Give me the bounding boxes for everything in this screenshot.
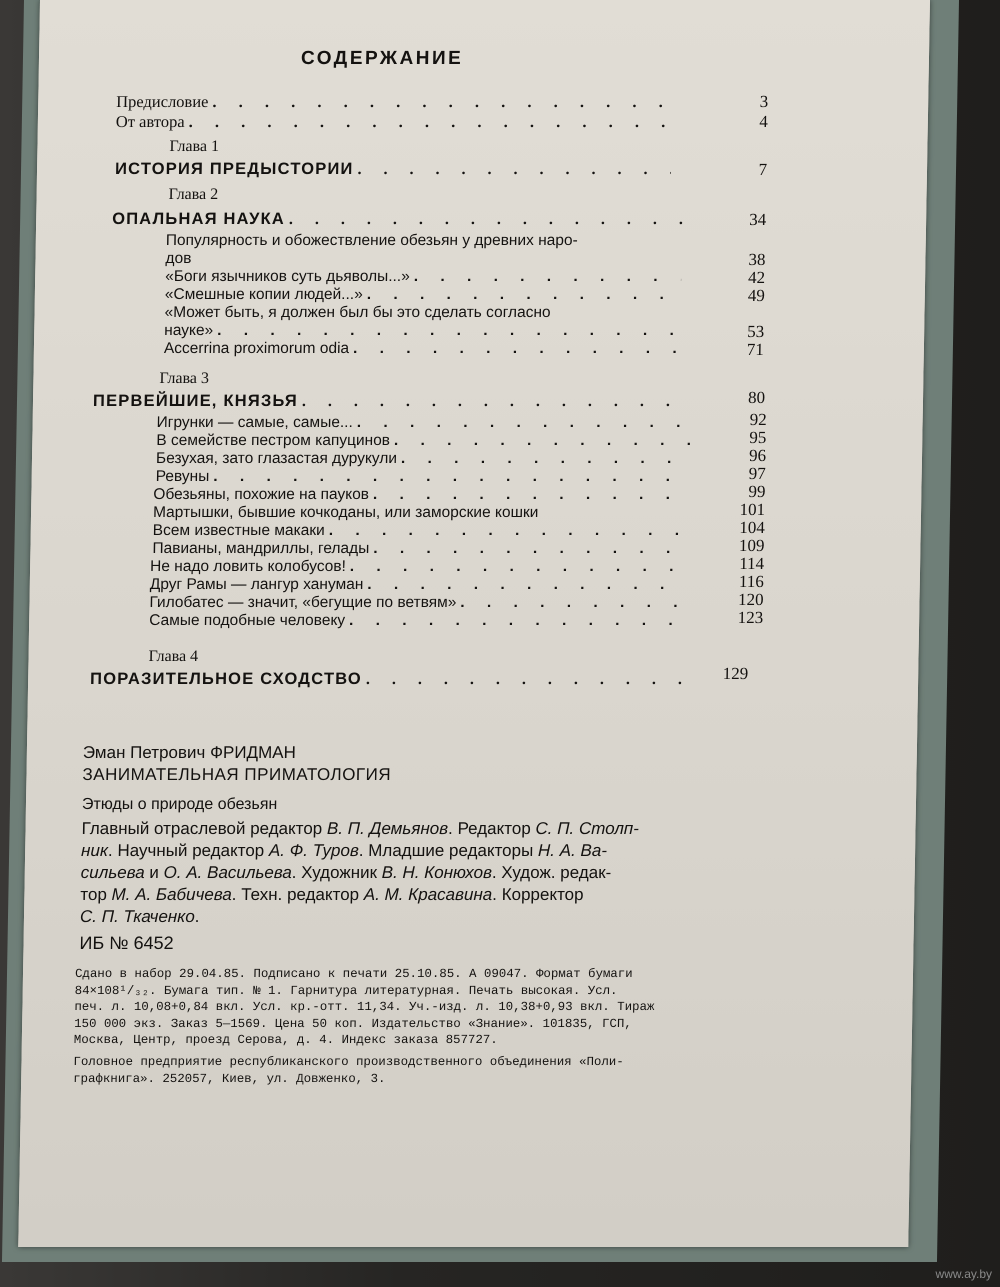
printer-info: Головное предприятие республиканского производственного объединения «Поли- графкнига». 252057, Киев, ул. Довженко, 3. (73, 1055, 624, 1086)
toc-page-number: 34 (749, 210, 767, 229)
toc-entry: Мартышки, бывшие кочкоданы, или заморские кошки (152, 504, 539, 521)
toc-entry: Безухая, зато глазастая дурукули . . . (156, 450, 696, 468)
toc-page-number: 7 (758, 160, 768, 179)
toc-page-number: 71 (746, 340, 765, 359)
toc-page-number: 49 (747, 286, 766, 305)
toc-entry: Accerrina proximorum odia . . . (164, 340, 684, 358)
toc-entry-line: Популярность и обожествление обезьян у древних наро- (165, 232, 578, 249)
toc-page-number: 101 (739, 500, 766, 519)
toc-title: СОДЕРЖАНИЕ (300, 48, 464, 69)
toc-entry: «Боги язычников суть дьяволы...» . . . (165, 268, 685, 286)
imprint-block: Сдано в набор 29.04.85. Подписано к печати 25.10.85. А 09047. Формат бумаги 84×108¹/₃₂. Бумага тип. № 1. Гарнитура литературная. Печать высокая. Усл. печ. л. 10,08+0,84 вкл. Усл. кр.-отт. 11,34. Уч.-изд. л. 10,38+0,93 вкл. Тираж 150 000 экз. Заказ 5—1569. Цена 50 коп. Издательство «Знание». 101835, ГСП, Москва, Центр, проезд Серова, д. 4. Индекс заказа 857727. (73, 967, 655, 1047)
toc-entry: «Смешные копии людей...» . . . (165, 286, 685, 304)
chapter-title-row: ПЕРВЕЙШИЕ, КНЯЗЬЯ . . . (93, 392, 693, 411)
toc-page-number: 97 (748, 464, 766, 483)
chapter-label: Глава 3 (159, 370, 210, 387)
toc-page-number: 99 (748, 482, 766, 501)
toc-entry-line: «Может быть, я должен был бы это сделать согласно (164, 304, 551, 321)
toc-page-number: 120 (737, 590, 764, 609)
toc-entry: От автора . . . (116, 112, 676, 132)
toc-page-number: 4 (759, 112, 769, 131)
toc-page-number: 123 (737, 608, 764, 627)
toc-page-number: 95 (749, 428, 767, 447)
book-title: ЗАНИМАТЕЛЬНАЯ ПРИМАТОЛОГИЯ (82, 765, 392, 784)
toc-entry: Павианы, мандриллы, гелады . . . (152, 540, 692, 558)
chapter-title-row: ОПАЛЬНАЯ НАУКА . . . (112, 210, 692, 229)
toc-entry: Друг Рамы — лангур хануман . . . (150, 576, 690, 594)
watermark: www.ay.by (935, 1267, 992, 1281)
ib-number: ИБ № 6452 (79, 933, 174, 953)
toc-entry: Игрунки — самые, самые... . . . (156, 414, 696, 432)
editorial-staff: Главный отраслевой редактор В. П. Демьянов. Редактор С. П. Столп- ник. Научный редактор А. Ф. Туров. Младшие редакторы Н. А. Ва- сильева и О. А. Васильева. Художник В. Н. Конюхов. Худож. редак- тор М. А. Бабичева. Техн. редактор А. М. Красавина. Корректор С. П. Ткаченко. (79, 819, 640, 926)
toc-entry: Не надо ловить колобусов! . . . (150, 558, 690, 576)
toc-entry: Гилобатес — значит, «бегущие по ветвям» . . . (149, 594, 689, 612)
toc-entry: науке» . . . (164, 322, 684, 340)
toc-page-number: 92 (749, 410, 767, 429)
toc-page-number: 3 (759, 92, 769, 111)
chapter-label: Глава 1 (169, 138, 220, 155)
book-subtitle: Этюды о природе обезьян (81, 796, 278, 813)
toc-page-number: 114 (739, 554, 765, 573)
chapter-label: Глава 2 (168, 186, 219, 203)
toc-page-number: 116 (738, 572, 765, 591)
author-name: Эман Петрович ФРИДМАН (82, 743, 296, 762)
toc-page-number: 104 (739, 518, 765, 537)
toc-page-number: 80 (747, 388, 766, 407)
toc-page-number: 109 (738, 536, 765, 555)
toc-entry: дов (165, 250, 192, 267)
toc-page-number: 38 (748, 250, 766, 269)
chapter-title-row: ИСТОРИЯ ПРЕДЫСТОРИИ . . . (115, 160, 675, 179)
chapter-title-row: ПОРАЗИТЕЛЬНОЕ СХОДСТВО . . . (90, 670, 690, 689)
toc-entry: Самые подобные человеку . . . (149, 612, 689, 630)
toc-entry: Ревуны . . . (156, 468, 696, 486)
toc-page-number: 42 (747, 268, 766, 287)
toc-entry: В семействе пестром капуцинов . . . (156, 432, 696, 450)
toc-page-number: 129 (722, 664, 749, 683)
toc-entry: Всем известные макаки . . . (153, 522, 693, 540)
toc-entry: Обезьяны, похожие на пауков . . . (153, 486, 693, 504)
chapter-label: Глава 4 (148, 648, 199, 665)
toc-page-number: 96 (748, 446, 767, 465)
toc-entry: Предисловие . . . (116, 92, 676, 112)
toc-page-number: 53 (747, 322, 765, 341)
book-page (18, 0, 930, 1247)
